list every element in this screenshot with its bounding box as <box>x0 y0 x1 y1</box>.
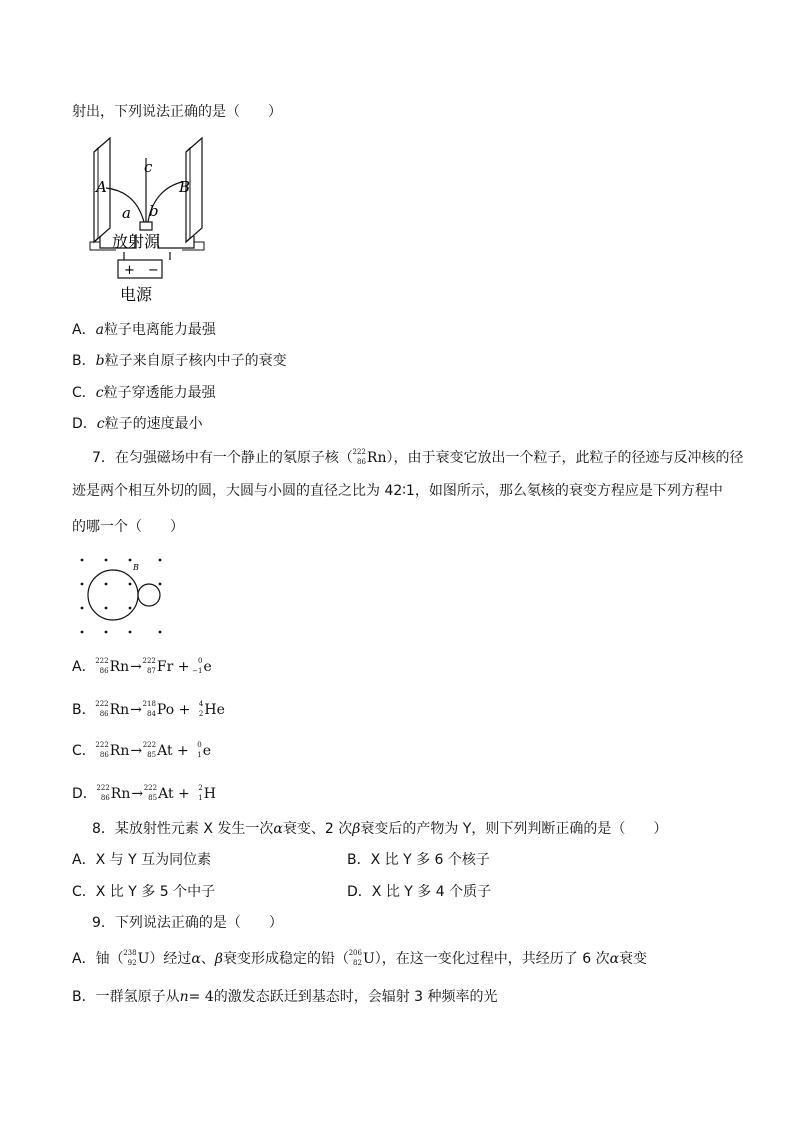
q8-option-c: C．X 比 Y 多 5 个中子 <box>72 884 216 900</box>
q7-option-a: A． 222 86 Rn→ 222 87 Fr + 0 −1 e <box>72 657 212 675</box>
q7-stem-line2: 迹是两个相互外切的圆，大圆与小圆的直径之比为 42∶1，如图所示，那么氡核的衰变方程应是下列方程中 <box>72 483 723 499</box>
power-signs: + − <box>124 263 159 278</box>
q7-option-b: B． 222 86 Rn→ 218 84 Po + 4 2 He <box>72 700 225 718</box>
q7-stem-line1: 7．在匀强磁场中有一个静止的氡原子核（ 222 86 Rn），由于衰变它放出一个粒子，此粒子的径迹与反冲核的径 <box>92 448 744 466</box>
q9-option-a: A．铀（ 238 92 U）经过α、β衰变形成稳定的铅（ 206 82 U），在这一变化过程中，共经历了 6 次α衰变 <box>72 949 648 967</box>
q7-stem-line3: 的哪一个（ ） <box>72 519 184 535</box>
q6-apparatus-figure <box>86 130 210 306</box>
q6-option-c: C．c粒子穿透能力最强 <box>72 385 216 401</box>
q8-stem: 8．某放射性元素 X 发生一次α衰变、2 次β衰变后的产物为 Y，则下列判断正确的是（ ） <box>92 821 668 837</box>
ray-b-label: b <box>149 202 159 220</box>
plate-b-label: B <box>179 178 191 196</box>
ray-c-label: c <box>144 158 153 176</box>
plate-a-label: A <box>96 178 107 196</box>
q8-option-b: B．X 比 Y 多 6 个核子 <box>347 852 490 868</box>
q7-option-c: C． 222 86 Rn→ 222 85 At + 0 1 e <box>72 741 212 759</box>
q7-magnetic-field-figure <box>76 556 168 636</box>
q6-option-b: B．b粒子来自原子核内中子的衰变 <box>72 353 287 369</box>
point-b-label: B <box>133 563 139 572</box>
ray-a-label: a <box>122 204 131 222</box>
rn-nuclide: 222 86 <box>352 448 366 466</box>
q8-option-d: D．X 比 Y 多 4 个质子 <box>347 884 492 900</box>
q6-stem-tail: 射出，下列说法正确的是（ ） <box>72 104 282 120</box>
q9-stem: 9．下列说法正确的是（ ） <box>92 915 283 931</box>
q6-option-a: A．a粒子电离能力最强 <box>72 322 216 338</box>
q7-option-d: D． 222 86 Rn→ 222 85 At + 2 1 H <box>72 784 216 802</box>
power-label: 电源 <box>120 285 153 304</box>
q6-option-d: D．c粒子的速度最小 <box>72 416 203 432</box>
q8-option-a: A．X 与 Y 互为同位素 <box>72 852 212 868</box>
q9-option-b: B．一群氢原子从n= 4的激发态跃迁到基态时，会辐射 3 种频率的光 <box>72 989 498 1005</box>
source-label: 放射源 <box>112 232 161 251</box>
